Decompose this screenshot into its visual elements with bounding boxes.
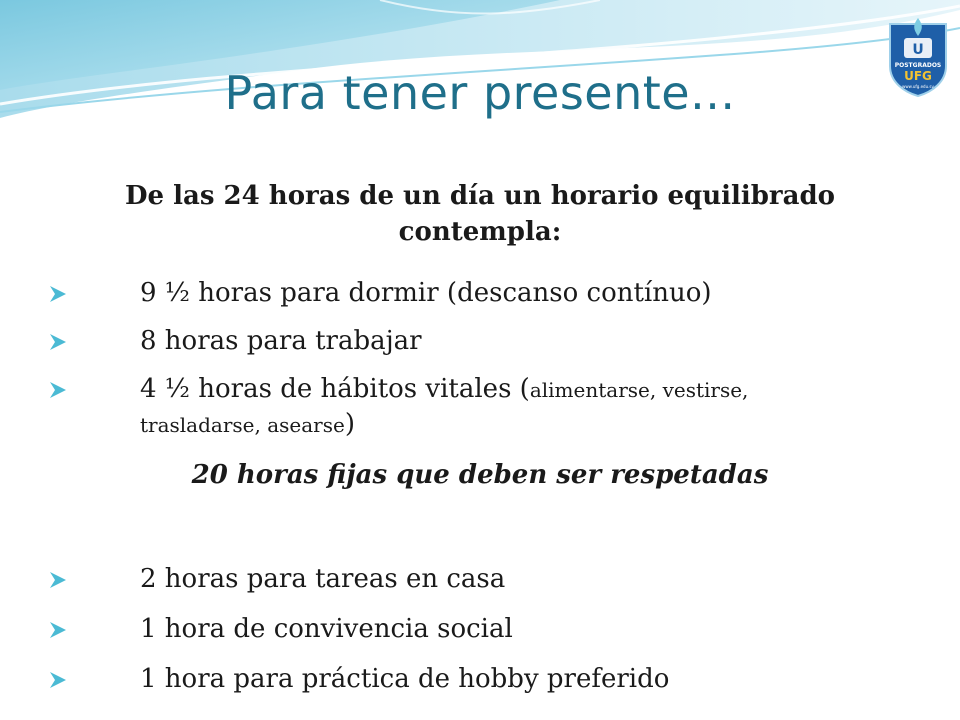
arrow-bullet-icon — [48, 380, 68, 400]
arrow-bullet-icon — [48, 284, 68, 304]
bullet-item-text: 8 horas para trabajar — [140, 326, 422, 356]
arrow-bullet-icon — [48, 620, 68, 640]
bullet-item-text: 2 horas para tareas en casa — [140, 564, 506, 594]
bullet-item-text: 1 hora de convivencia social — [140, 614, 513, 644]
bullet-item-text-detail: alimentarse, vestirse, trasladarse, asearse — [140, 378, 749, 437]
bullet-item-text: 1 hora para práctica de hobby preferido — [140, 664, 670, 694]
logo-text-url: www.ufg.edu.sv — [902, 84, 934, 89]
bullet-item-text-end: ) — [344, 409, 355, 439]
summary-text: 20 horas fijas que deben ser respetadas — [191, 460, 769, 490]
bullet-item-text — [140, 372, 860, 442]
arrow-bullet-icon — [48, 670, 68, 690]
svg-text:U: U — [912, 42, 924, 58]
arrow-bullet-icon — [48, 570, 68, 590]
arrow-bullet-icon — [48, 332, 68, 352]
slide-title: Para tener presente... — [224, 66, 736, 120]
logo-text-main: UFG — [904, 69, 932, 83]
slide-subtitle: De las 24 horas de un día un horario equilibrado contempla: — [125, 181, 835, 247]
bullet-item-text-main: 4 ½ horas de hábitos vitales ( — [140, 374, 530, 404]
logo-text-top: POSTGRADOS — [894, 62, 942, 69]
bullet-item-text: 9 ½ horas para dormir (descanso contínuo) — [140, 278, 712, 308]
